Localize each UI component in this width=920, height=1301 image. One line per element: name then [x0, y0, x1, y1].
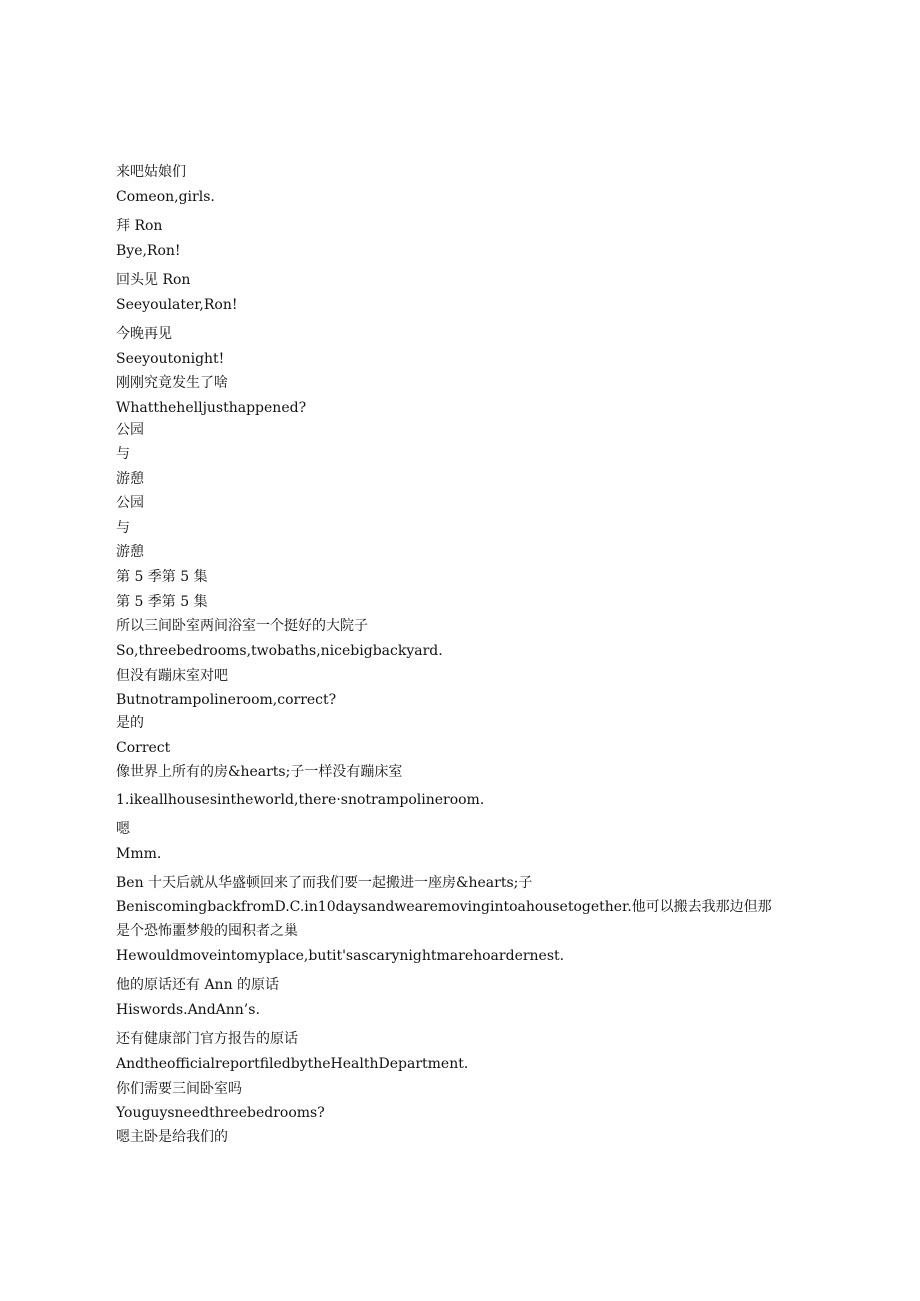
text-line: 第 5 季第 5 集 — [116, 594, 208, 610]
text-line: Bye,Ron! — [116, 243, 181, 259]
text-line: 游憩 — [116, 471, 144, 487]
text-line: Youguysneedthreebedrooms? — [116, 1105, 325, 1121]
text-line: Butnotrampolineroom,correct? — [116, 692, 337, 708]
text-line: Ben 十天后就从华盛顿回来了而我们要一起搬进一座房&hearts;子 — [116, 875, 533, 891]
text-line: 嗯 — [116, 821, 130, 837]
text-line: 拜 Ron — [116, 218, 163, 234]
text-line: 像世界上所有的房&hearts;子一样没有蹦床室 — [116, 764, 403, 780]
text-line: 公园 — [116, 495, 144, 511]
text-line: 第 5 季第 5 集 — [116, 569, 208, 585]
text-line: 嗯主卧是给我们的 — [116, 1129, 228, 1145]
text-line: Whatthehelljusthappened? — [116, 400, 307, 416]
text-line: Hiswords.AndAnn’s. — [116, 1002, 260, 1018]
text-line: Comeon,girls. — [116, 189, 215, 205]
text-line: 游憩 — [116, 544, 144, 560]
text-line: AndtheofficialreportfiledbytheHealthDepartment. — [116, 1056, 469, 1072]
text-line: 1.ikeallhousesintheworld,there·snotrampolineroom. — [116, 792, 485, 808]
text-line: 来吧姑娘们 — [116, 164, 186, 180]
text-line: 是的 — [116, 715, 144, 731]
text-line: 你们需要三间卧室吗 — [116, 1081, 242, 1097]
text-line: 回头见 Ron — [116, 272, 191, 288]
text-line: BeniscomingbackfromD.C.in10daysandwearemovingintoahousetogether.他可以搬去我那边但那 — [116, 899, 772, 915]
text-line: 是个恐怖噩梦般的囤积者之巢 — [116, 923, 298, 939]
text-line: 与 — [116, 520, 130, 536]
text-line: 刚刚究竟发生了啥 — [116, 375, 228, 391]
text-line: 公园 — [116, 422, 144, 438]
text-line: Correct — [116, 740, 171, 756]
text-line: Hewouldmoveintomyplace,butit'sascarynightmarehoardernest. — [116, 948, 565, 964]
text-line: 还有健康部门官方报告的原话 — [116, 1031, 298, 1047]
text-line: So,threebedrooms,twobaths,nicebigbackyard. — [116, 643, 443, 659]
text-line: Seeyoulater,Ron! — [116, 297, 238, 313]
text-line: Seeyoutonight! — [116, 351, 225, 367]
text-line: 他的原话还有 Ann 的原话 — [116, 977, 280, 993]
text-line: 但没有蹦床室对吧 — [116, 668, 228, 684]
text-line: 所以三间卧室两间浴室一个挺好的大院子 — [116, 618, 368, 634]
text-line: Mmm. — [116, 846, 162, 862]
text-line: 今晚再见 — [116, 326, 172, 342]
text-line: 与 — [116, 446, 130, 462]
